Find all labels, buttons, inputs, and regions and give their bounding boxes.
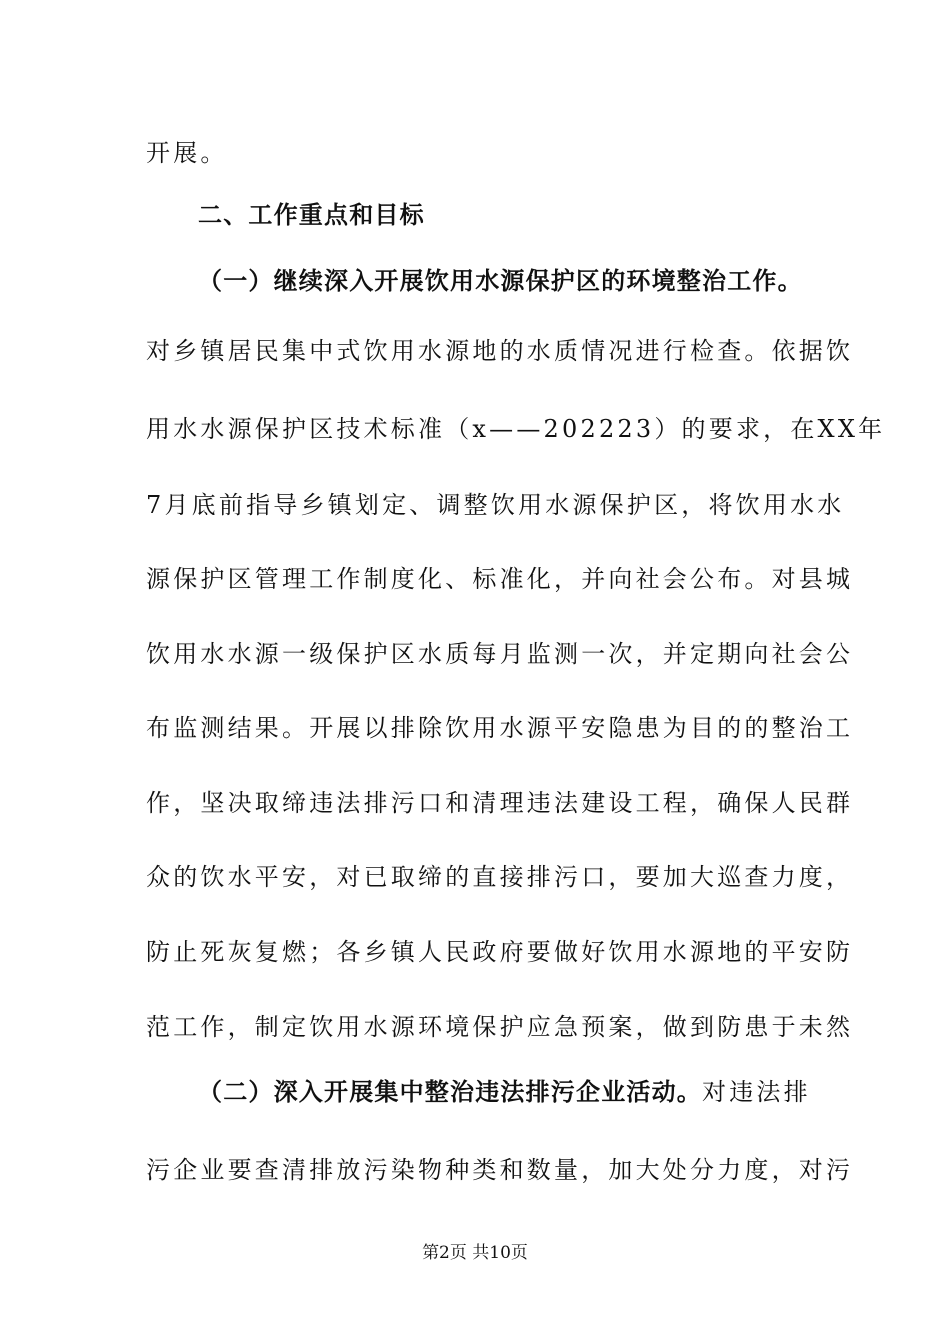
subsection-paragraph-line: [198, 1077, 811, 1107]
text-line: 开展。: [146, 139, 228, 167]
text-line: 饮用水水源一级保护区水质每月监测一次，并定期向社会公: [146, 640, 854, 668]
text-line: 源保护区管理工作制度化、标准化，并向社会公布。对县城: [146, 565, 854, 593]
text-line: 作，坚决取缔违法排污口和清理违法建设工程，确保人民群: [146, 789, 854, 817]
text-line: 众的饮水平安，对已取缔的直接排污口，要加大巡查力度，: [146, 863, 854, 891]
text-line: 7月底前指导乡镇划定、调整饮用水源保护区，将饮用水水: [146, 491, 845, 519]
subsection-heading: （一）继续深入开展饮用水源保护区的环境整治工作。: [198, 267, 803, 295]
text-line: 范工作，制定饮用水源环境保护应急预案，做到防患于未然: [146, 1013, 854, 1041]
text-fragment: 对违法排: [702, 1078, 811, 1106]
text-line: 防止死灰复燃；各乡镇人民政府要做好饮用水源地的平安防: [146, 938, 854, 966]
text-line: 污企业要查清排放污染物种类和数量，加大处分力度，对污: [146, 1156, 854, 1184]
text-line: 布监测结果。开展以排除饮用水源平安隐患为目的的整治工: [146, 714, 854, 742]
text-line: 用水水源保护区技术标准（x——202223）的要求，在XX年: [146, 415, 886, 443]
subsection-heading: （二）深入开展集中整治违法排污企业活动。: [198, 1078, 702, 1106]
section-heading: 二、工作重点和目标: [198, 201, 425, 229]
page-footer: 第2页 共10页: [422, 1243, 528, 1263]
text-line: 对乡镇居民集中式饮用水源地的水质情况进行检查。依据饮: [146, 337, 854, 365]
